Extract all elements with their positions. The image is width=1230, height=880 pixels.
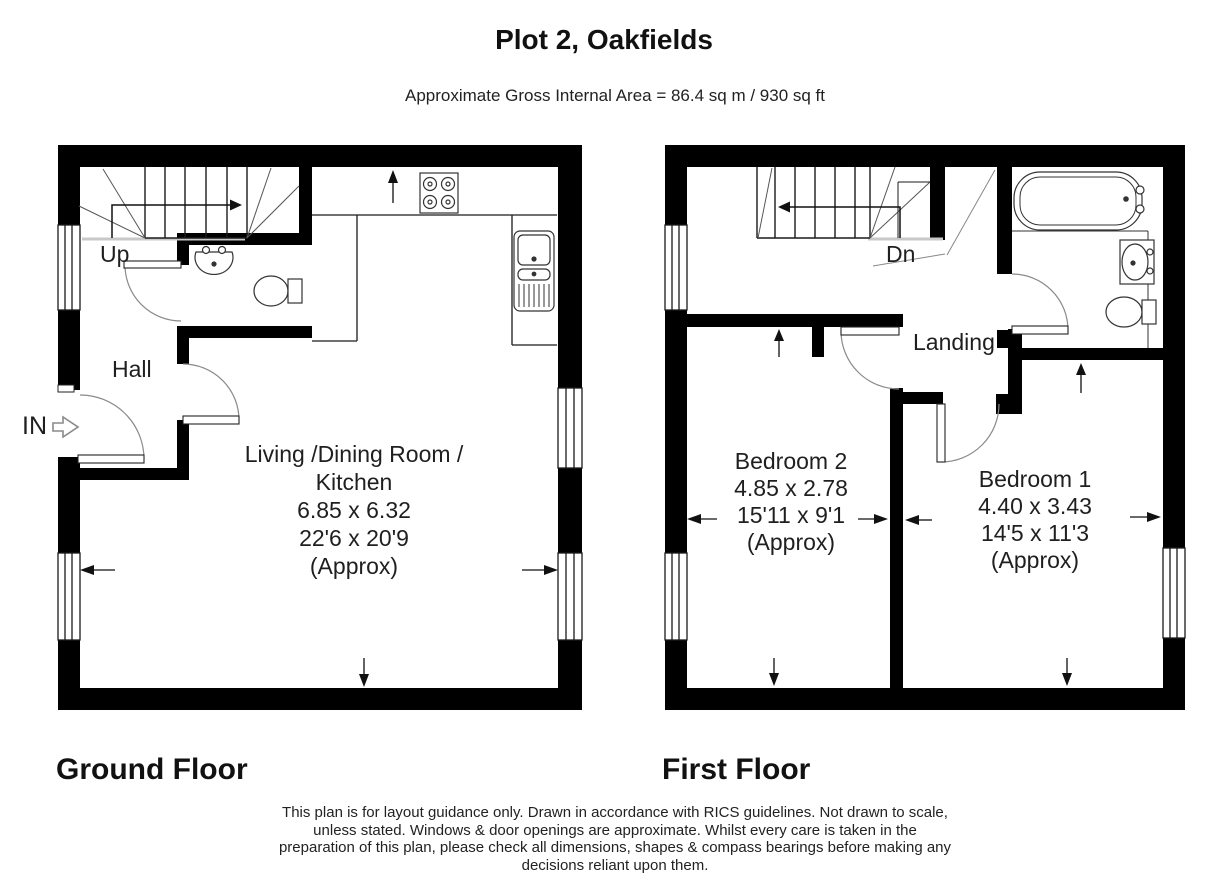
staircase-down: [757, 167, 995, 266]
bathroom-sink: [1120, 240, 1154, 284]
exterior-walls: [58, 145, 582, 710]
living-dining-kitchen-label: [245, 440, 464, 580]
room-size-metric: 4.85 x 2.78: [734, 475, 848, 501]
stairs-down-label: Dn: [886, 241, 916, 267]
bedroom2-label: [734, 448, 848, 556]
staircase-up: [79, 167, 299, 239]
room-size-approx: (Approx): [309, 553, 399, 579]
disclaimer-line: preparation of this plan, please check all dimensions, shapes & compass bearings before making any: [278, 839, 952, 856]
window: [665, 225, 1185, 640]
interior-walls: [687, 167, 1185, 690]
landing-label: Landing: [913, 329, 995, 355]
room-name-line2: Kitchen: [315, 469, 393, 495]
first-floor-caption: First Floor: [662, 753, 811, 786]
dimension-arrow: [80, 170, 558, 687]
disclaimer-text: [0, 804, 1230, 874]
bathroom-toilet: [1106, 297, 1156, 327]
disclaimer-line: decisions reliant upon them.: [521, 856, 709, 874]
room-size-metric: 4.40 x 3.43: [978, 493, 1092, 519]
interior-walls: [78, 167, 312, 480]
hob: [420, 173, 458, 213]
page-title: Plot 2, Oakfields: [495, 24, 713, 55]
gross-internal-area: Approximate Gross Internal Area = 86.4 sq m / 930 sq ft: [404, 86, 826, 105]
bedroom1-label: [978, 466, 1092, 574]
wc-toilet: [254, 276, 302, 306]
entrance-in-label: IN: [22, 412, 47, 440]
room-size-approx: (Approx): [990, 547, 1080, 573]
ground-floor-plan: [53, 145, 582, 710]
door-swing: [841, 274, 1068, 462]
disclaimer-line: This plan is for layout guidance only. Drawn in accordance with RICS guidelines. Not drawn to scale,: [282, 804, 948, 821]
room-size-imperial: 15'11 x 9'1: [736, 502, 846, 528]
room-size-imperial: 22'6 x 20'9: [299, 525, 409, 551]
room-name-line1: Living /Dining Room /: [244, 441, 464, 467]
wc-sink: [195, 247, 233, 275]
hall-label: Hall: [112, 356, 152, 382]
room-size-metric: 6.85 x 6.32: [297, 497, 411, 523]
room-name: Bedroom 1: [978, 466, 1092, 492]
ground-floor-caption: Ground Floor: [56, 753, 248, 786]
first-floor-plan: [665, 145, 1185, 710]
stairs-up-label: Up: [100, 241, 130, 267]
room-size-imperial: 14'5 x 11'3: [980, 520, 1090, 546]
kitchen-sink: [514, 231, 554, 311]
entrance-arrow-icon: [53, 417, 78, 437]
disclaimer-line: unless stated. Windows & door openings are approximate. Whilst every care is taken in the: [313, 821, 917, 839]
room-size-approx: (Approx): [746, 529, 836, 555]
room-name: Bedroom 2: [734, 448, 848, 474]
